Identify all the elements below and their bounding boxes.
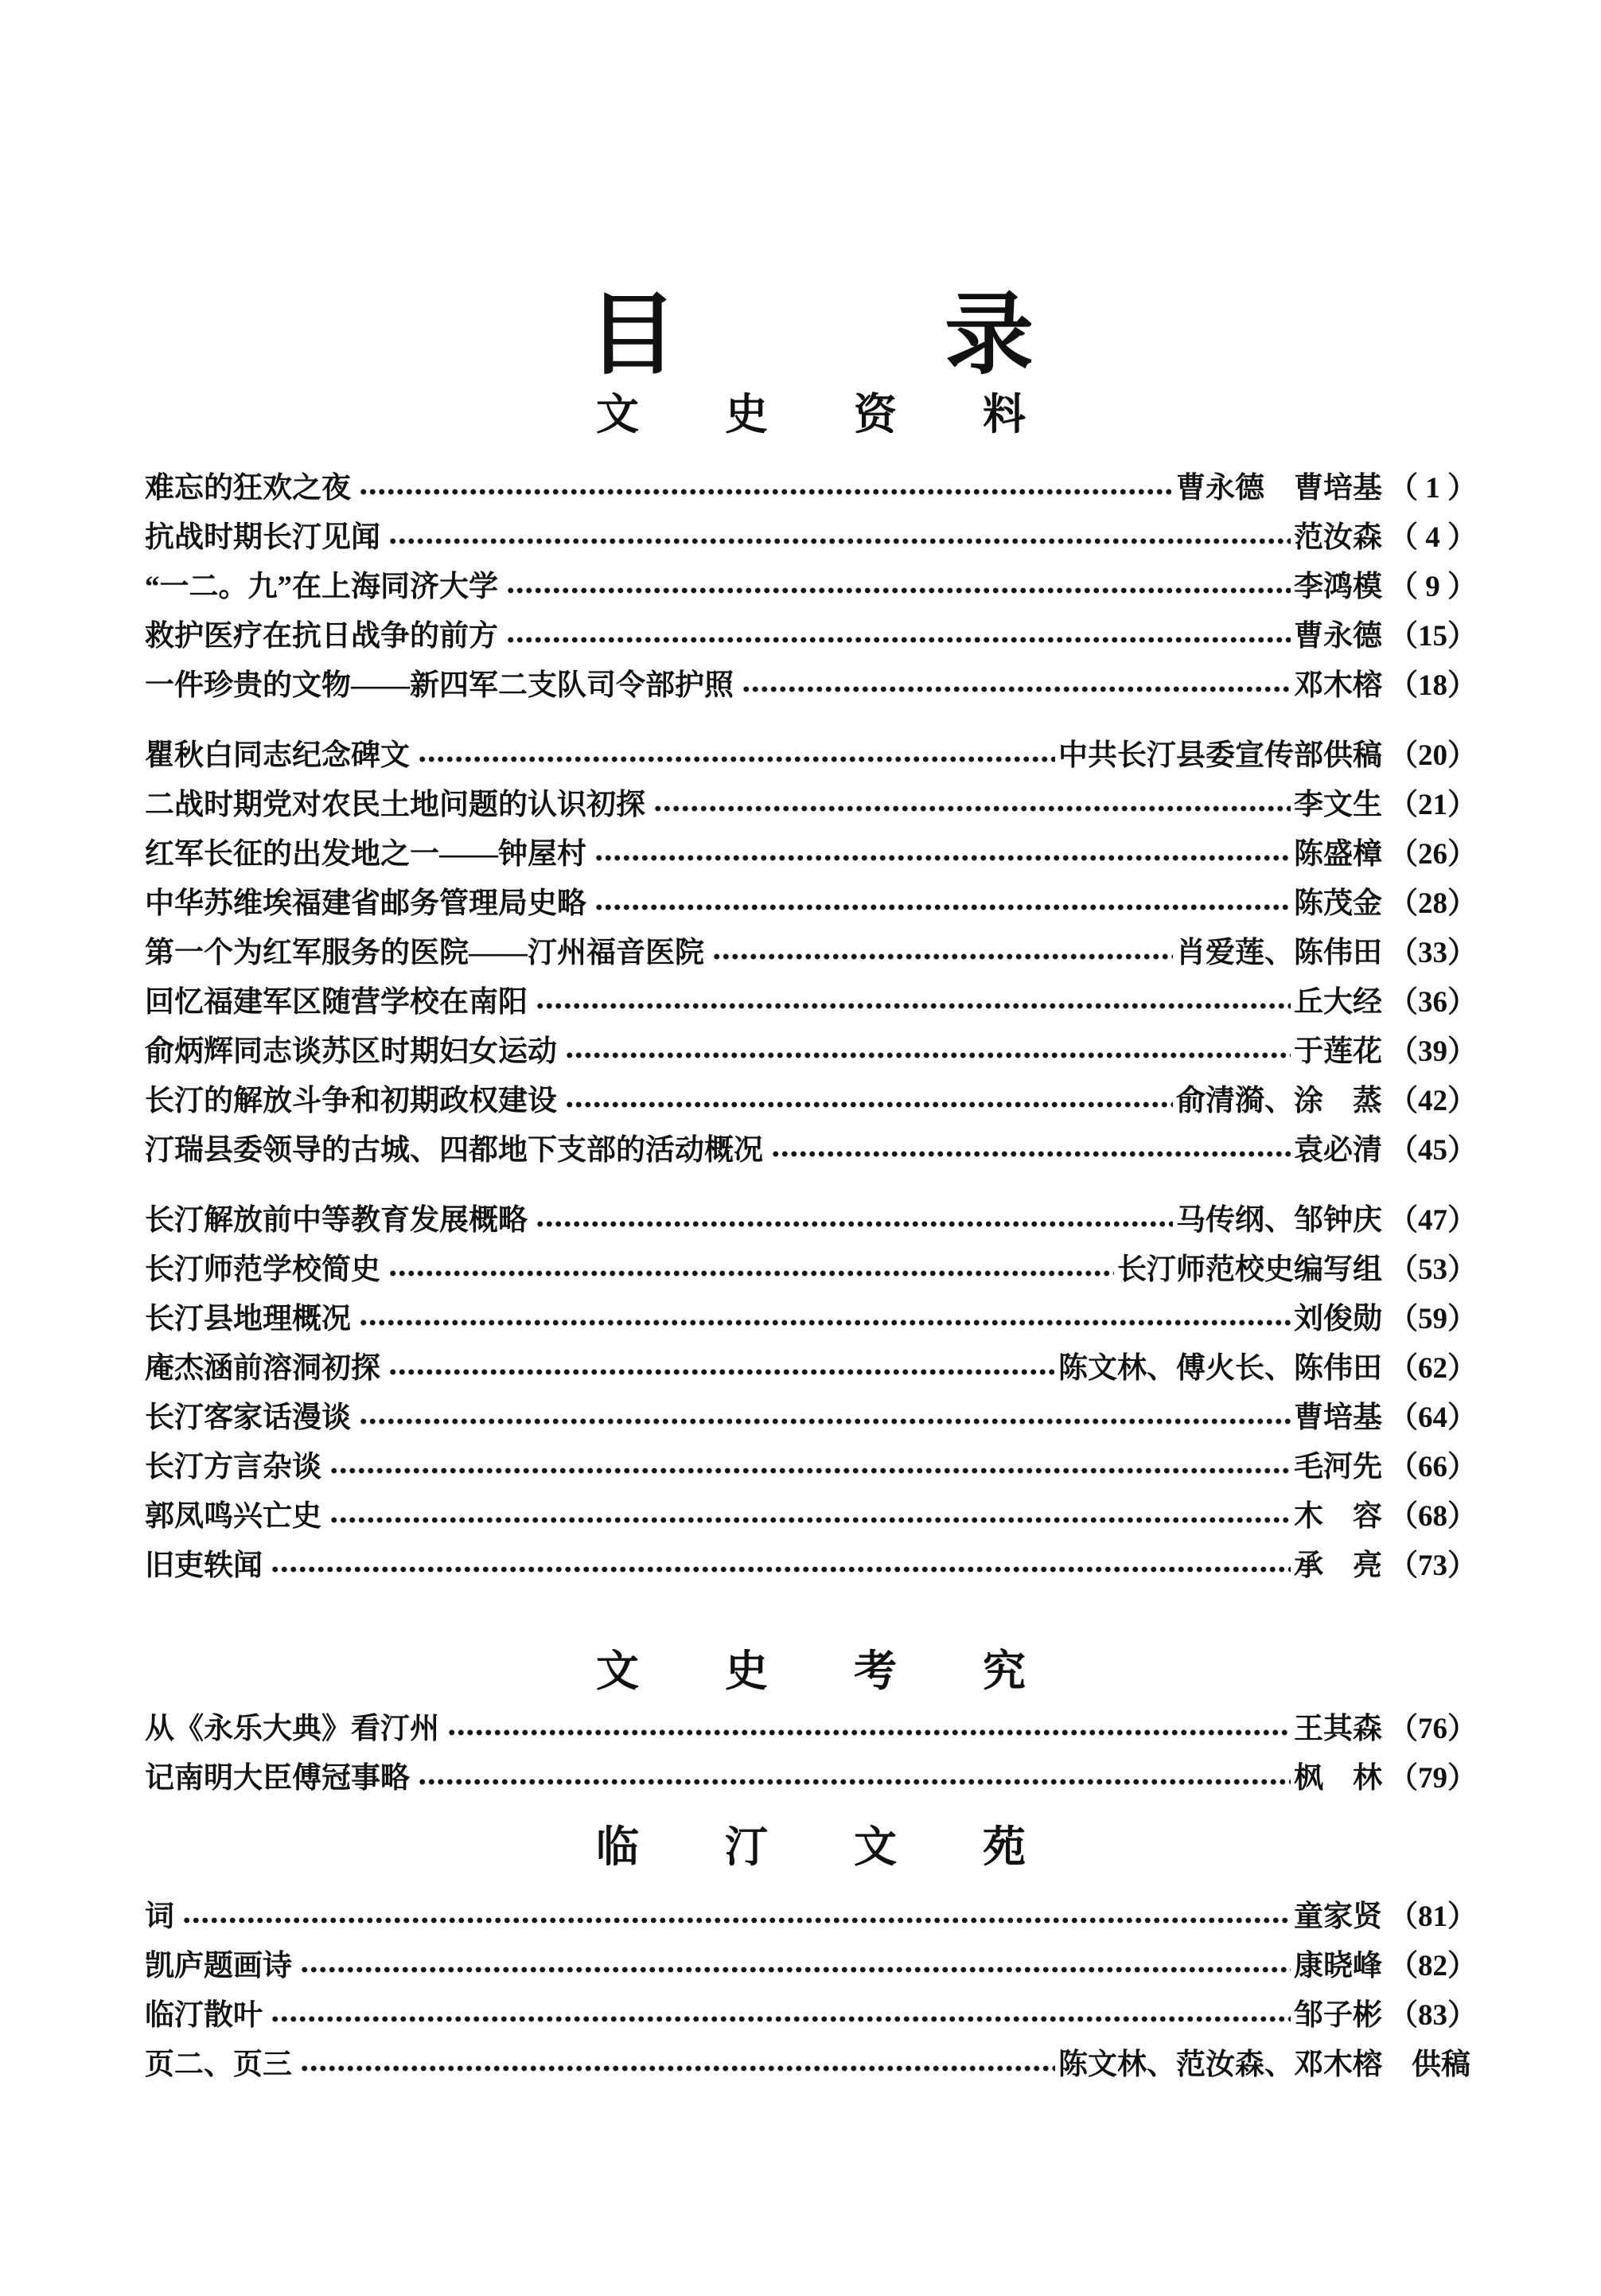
dot-leader xyxy=(593,902,1291,912)
entry-page: （20） xyxy=(1389,739,1477,772)
entry-title: 从《永乐大典》看汀州 xyxy=(145,1713,439,1745)
entry-page: （64） xyxy=(1389,1401,1477,1434)
toc-entry xyxy=(145,1542,1477,1591)
dot-leader xyxy=(563,1100,1173,1109)
dot-leader xyxy=(328,1515,1291,1525)
entry-page: （ 9 ） xyxy=(1389,571,1477,603)
entry-authors: 王其森 xyxy=(1294,1713,1382,1745)
dot-leader xyxy=(446,1728,1291,1737)
entry-authors: 刘俊勋 xyxy=(1294,1303,1382,1335)
toc-entry xyxy=(145,830,1477,879)
section-heading: 临 汀 文 苑 xyxy=(596,1823,1026,1871)
entry-page: （33） xyxy=(1389,937,1477,969)
dot-leader xyxy=(269,1565,1291,1574)
toc-entry xyxy=(145,1394,1477,1443)
toc-entry xyxy=(145,1492,1477,1542)
entry-page: （39） xyxy=(1389,1035,1477,1068)
dot-leader xyxy=(181,1916,1291,1925)
entry-authors: 陈茂金 xyxy=(1294,887,1382,920)
entry-authors: 范汝森 xyxy=(1294,521,1382,554)
entry-title: 长汀客家话漫谈 xyxy=(145,1401,351,1434)
dot-leader xyxy=(298,1965,1291,1974)
entry-authors: 长汀师范校史编写组 xyxy=(1117,1253,1382,1286)
entry-page: （36） xyxy=(1389,986,1477,1019)
entry-page: （28） xyxy=(1389,887,1477,920)
dot-leader xyxy=(387,536,1291,546)
entry-title: “一二。九”在上海同济大学 xyxy=(145,571,498,603)
entry-title: 凯庐题画诗 xyxy=(145,1950,292,1982)
entry-group xyxy=(145,1196,1477,1591)
entry-authors: 陈盛樟 xyxy=(1294,838,1382,871)
entry-authors: 肖爱莲、陈伟田 xyxy=(1176,937,1382,969)
entry-page: （15） xyxy=(1389,620,1477,653)
entry-title: 汀瑞县委领导的古城、四都地下支部的活动概况 xyxy=(145,1134,763,1167)
dot-leader xyxy=(534,1219,1173,1229)
entry-title: 临汀散叶 xyxy=(145,1999,263,2032)
dot-leader xyxy=(593,853,1291,863)
toc-entry xyxy=(145,1344,1477,1394)
entry-title: 长汀方言杂谈 xyxy=(145,1451,321,1483)
page-title: 目 录 xyxy=(588,287,1034,385)
entry-authors: 马传纲、邹钟庆 xyxy=(1176,1204,1382,1237)
toc-entry xyxy=(145,464,1477,513)
entry-group xyxy=(145,464,1477,711)
entry-authors: 曹永德 曹培基 xyxy=(1176,472,1382,505)
entry-authors: 枫 林 xyxy=(1294,1762,1382,1795)
toc-entry xyxy=(145,1126,1477,1175)
entry-authors: 陈文林、范汝森、邓木榕 供稿 xyxy=(1058,2048,1471,2081)
entry-authors: 童家贤 xyxy=(1294,1900,1382,1933)
entry-title: 难忘的狂欢之夜 xyxy=(145,472,351,505)
entry-page: （53） xyxy=(1389,1253,1477,1286)
entry-title: 郭凤鸣兴亡史 xyxy=(145,1500,321,1533)
toc-entry xyxy=(145,1942,1477,1991)
entry-title: 俞炳辉同志谈苏区时期妇女运动 xyxy=(145,1035,557,1068)
toc-entry xyxy=(145,1754,1477,1803)
entry-page: （26） xyxy=(1389,838,1477,871)
entry-title: 长汀的解放斗争和初期政权建设 xyxy=(145,1085,557,1117)
entry-group xyxy=(145,1705,1477,1803)
entry-title: 抗战时期长汀见闻 xyxy=(145,521,380,554)
toc-entry xyxy=(145,929,1477,978)
entry-page: （79） xyxy=(1389,1762,1477,1795)
entry-page: （ 4 ） xyxy=(1389,521,1477,554)
entry-authors: 木 容 xyxy=(1294,1500,1382,1533)
entry-page: （47） xyxy=(1389,1204,1477,1237)
entry-page: （81） xyxy=(1389,1900,1477,1933)
dot-leader xyxy=(328,1466,1291,1475)
entry-title: 中华苏维埃福建省邮务管理局史略 xyxy=(145,887,586,920)
dot-leader xyxy=(711,952,1173,961)
entry-authors: 邓木榕 xyxy=(1294,669,1382,702)
entry-title: 瞿秋白同志纪念碑文 xyxy=(145,739,410,772)
entry-page: （42） xyxy=(1389,1085,1477,1117)
dot-leader xyxy=(740,684,1291,694)
entry-title: 庵杰涵前溶洞初探 xyxy=(145,1352,380,1385)
entry-group xyxy=(145,731,1477,1175)
toc-entry xyxy=(145,1443,1477,1492)
entry-title: 第一个为红军服务的医院——汀州福音医院 xyxy=(145,937,704,969)
toc-entry xyxy=(145,978,1477,1027)
dot-leader xyxy=(652,804,1291,813)
entry-title: 旧吏轶闻 xyxy=(145,1550,263,1582)
toc-entry xyxy=(145,1245,1477,1295)
entry-authors: 邹子彬 xyxy=(1294,1999,1382,2032)
entry-page: （21） xyxy=(1389,789,1477,821)
dot-leader xyxy=(534,1001,1291,1011)
dot-leader xyxy=(769,1149,1291,1159)
entry-authors: 袁必清 xyxy=(1294,1134,1382,1167)
entry-authors: 丘大经 xyxy=(1294,986,1382,1019)
entry-title: 长汀县地理概况 xyxy=(145,1303,351,1335)
toc-entry xyxy=(145,731,1477,781)
toc-entry xyxy=(145,1991,1477,2041)
dot-leader xyxy=(416,1777,1291,1787)
toc-entry xyxy=(145,563,1477,612)
dot-leader xyxy=(269,2014,1291,2024)
entry-authors: 康晓峰 xyxy=(1294,1950,1382,1982)
entry-page: （45） xyxy=(1389,1134,1477,1167)
entry-title: 长汀解放前中等教育发展概略 xyxy=(145,1204,528,1237)
dot-leader xyxy=(504,586,1291,595)
toc-entry xyxy=(145,1893,1477,1942)
toc-entry xyxy=(145,2041,1477,2090)
dot-leader xyxy=(387,1269,1114,1278)
toc-entry xyxy=(145,879,1477,929)
dot-leader xyxy=(504,635,1291,645)
section-heading: 文 史 资 料 xyxy=(596,391,1026,439)
toc-entry xyxy=(145,1077,1477,1126)
toc-entry xyxy=(145,1196,1477,1245)
dot-leader xyxy=(416,754,1055,764)
entry-title: 一件珍贵的文物——新四军二支队司令部护照 xyxy=(145,669,734,702)
entry-page: （18） xyxy=(1389,669,1477,702)
entry-authors: 承 亮 xyxy=(1294,1550,1382,1582)
dot-leader xyxy=(298,2064,1055,2073)
entry-authors: 曹永德 xyxy=(1294,620,1382,653)
toc-entry xyxy=(145,661,1477,711)
entry-page: （83） xyxy=(1389,1999,1477,2032)
entry-page: （62） xyxy=(1389,1352,1477,1385)
entry-authors: 中共长汀县委宣传部供稿 xyxy=(1058,739,1382,772)
entry-title: 救护医疗在抗日战争的前方 xyxy=(145,620,498,653)
dot-leader xyxy=(357,487,1173,497)
dot-leader xyxy=(387,1367,1055,1377)
toc-entry xyxy=(145,1705,1477,1754)
entry-title: 二战时期党对农民土地问题的认识初探 xyxy=(145,789,645,821)
entry-title: 长汀师范学校简史 xyxy=(145,1253,380,1286)
entry-group xyxy=(145,1893,1477,2090)
toc-entry xyxy=(145,612,1477,661)
entry-page: （82） xyxy=(1389,1950,1477,1982)
entry-page: （76） xyxy=(1389,1713,1477,1745)
dot-leader xyxy=(357,1318,1291,1327)
entry-authors: 陈文林、傅火长、陈伟田 xyxy=(1058,1352,1382,1385)
dot-leader xyxy=(563,1051,1291,1060)
entry-authors: 毛河先 xyxy=(1294,1451,1382,1483)
entry-authors: 于莲花 xyxy=(1294,1035,1382,1068)
toc-content xyxy=(145,393,1477,2090)
section-heading: 文 史 考 究 xyxy=(596,1647,1026,1695)
entry-title: 红军长征的出发地之一——钟屋村 xyxy=(145,838,586,871)
entry-title: 词 xyxy=(145,1900,174,1933)
entry-authors: 曹培基 xyxy=(1294,1401,1382,1434)
entry-authors: 李文生 xyxy=(1294,789,1382,821)
toc-entry xyxy=(145,1027,1477,1077)
entry-title: 回忆福建军区随营学校在南阳 xyxy=(145,986,528,1019)
toc-entry xyxy=(145,1295,1477,1344)
entry-page: （59） xyxy=(1389,1303,1477,1335)
entry-page: （68） xyxy=(1389,1500,1477,1533)
entry-page: （73） xyxy=(1389,1550,1477,1582)
entry-page: （66） xyxy=(1389,1451,1477,1483)
dot-leader xyxy=(357,1417,1291,1426)
toc-entry xyxy=(145,781,1477,830)
toc-entry xyxy=(145,513,1477,563)
entry-title: 页二、页三 xyxy=(145,2048,292,2081)
entry-title: 记南明大臣傅冠事略 xyxy=(145,1762,410,1795)
entry-authors: 俞清漪、涂 蒸 xyxy=(1176,1085,1382,1117)
entry-authors: 李鸿模 xyxy=(1294,571,1382,603)
entry-page: （ 1 ） xyxy=(1389,472,1477,505)
